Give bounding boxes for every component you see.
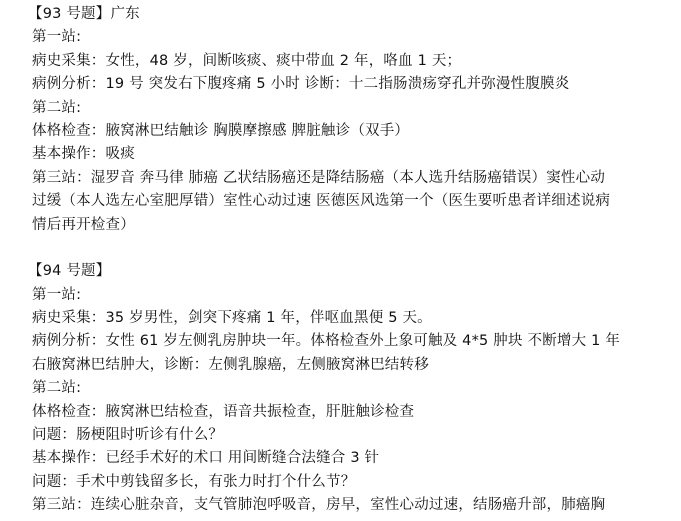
section-heading-94: 【94 号题】 xyxy=(28,263,111,280)
case-analysis-continued-line: 右腋窝淋巴结肿大，诊断：左侧乳腺癌，左侧腋窝淋巴结转移 xyxy=(32,356,429,373)
station-label: 第二站: xyxy=(32,380,82,397)
history-taking-line: 病史采集：女性，48 岁，间断咳痰、痰中带血 2 年，咯血 1 天； xyxy=(32,52,462,69)
station-three-line: 第三站：湿罗音 奔马律 肺癌 乙状结肠癌还是降结肠癌（本人选升结肠癌错误）窦性心动 xyxy=(32,169,606,186)
station-three-continued-line: 过缓（本人选左心室肥厚错）室性心动过速 医德医风选第一个（医生要听患者详细述说病 xyxy=(32,193,611,210)
history-taking-line: 病史采集：35 岁男性，剑突下疼痛 1 年，伴呕血黑便 5 天。 xyxy=(32,310,432,327)
station-label: 第二站: xyxy=(32,99,82,116)
physical-exam-line: 体格检查：腋窝淋巴结触诊 胸膜摩擦感 脾脏触诊（双手） xyxy=(32,122,410,139)
document-body xyxy=(28,3,672,518)
case-analysis-line: 病例分析：19 号 突发右下腹疼痛 5 小时 诊断：十二指肠溃疡穿孔并弥漫性腹膜炎 xyxy=(32,76,570,93)
station-label: 第一站: xyxy=(32,29,82,46)
case-analysis-line: 病例分析：女性 61 岁左侧乳房肿块一年。体格检查外上象可触及 4*5 肿块 不断增大 1 年 xyxy=(32,333,621,350)
question-line: 问题：肠梗阻时听诊有什么？ xyxy=(32,427,224,444)
physical-exam-line: 体格检查：腋窝淋巴结检查，语音共振检查，肝脏触诊检查 xyxy=(32,403,415,420)
station-three-line: 第三站：连续心脏杂音，支气管肺泡呼吸音，房早，室性心动过速，结肠癌升部，肺癌胸 xyxy=(32,497,606,514)
station-label: 第一站: xyxy=(32,286,82,303)
basic-operation-line: 基本操作：已经手术好的术口 用间断缝合法缝合 3 针 xyxy=(32,450,380,467)
basic-operation-line: 基本操作：吸痰 xyxy=(32,146,135,163)
blank-line xyxy=(32,237,672,260)
station-three-continued-line: 情后再开检查） xyxy=(32,216,135,233)
question-line: 问题：手术中剪钱留多长，有张力时打个什么节？ xyxy=(32,473,356,490)
section-heading-93: 【93 号题】广东 xyxy=(28,6,140,22)
